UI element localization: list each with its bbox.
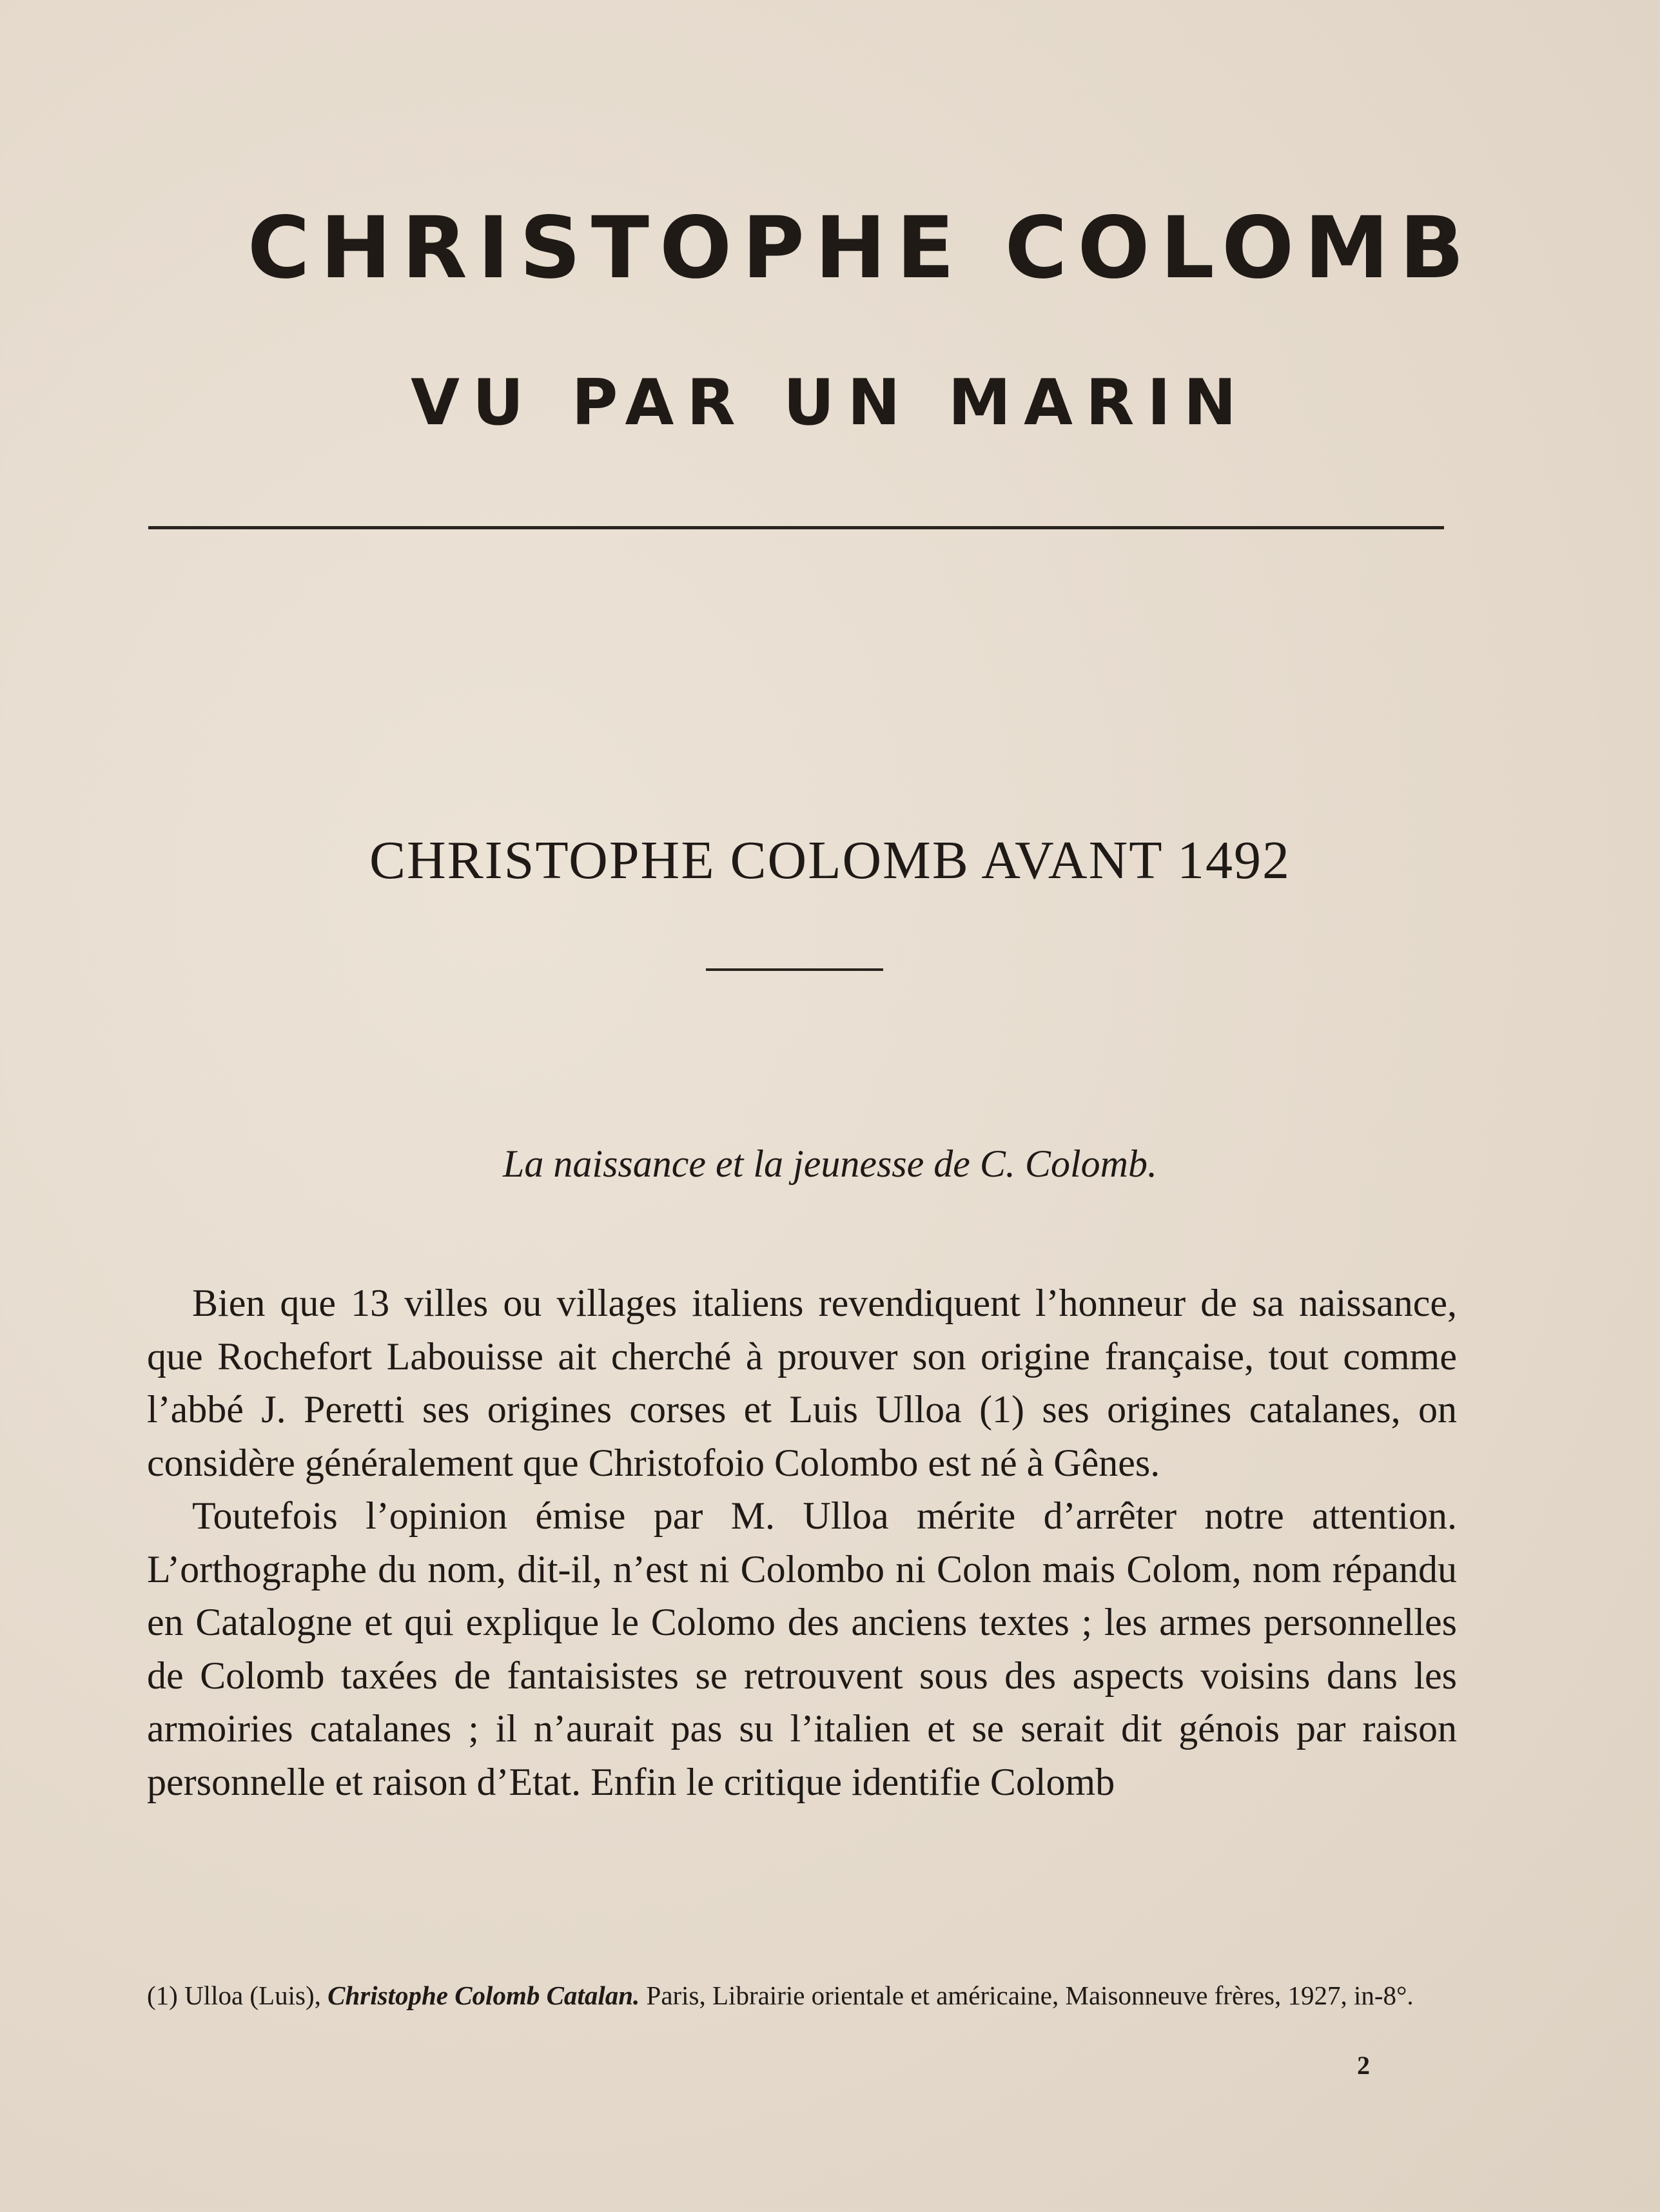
section-title: CHRISTOPHE COLOMB AVANT 1492 [369,830,1291,890]
chapter-subheading: La naissance et la jeunesse de C. Colomb. [503,1142,1157,1185]
paragraph: Toutefois l’opinion émise par M. Ulloa mérite d’arrêter notre attention. L’orthographe du nom, dit-il, n’est ni Colombo ni Colon mais Colom, nom répandu en Catalogne et qui explique le Colomo des anciens textes ; les armes personnelles de Colomb taxées de fantaisistes se retrouvent sous des aspects voisins dans les armoiries catalanes ; il n’aurait pas su l’italien et se serait dit génois par raison personnelle et raison d’Etat. Enfin le critique identifie Colomb [147,1494,1457,1803]
footnote-author: Ulloa (Luis), [184,1981,321,2010]
footnote-work-title: Christophe Colomb Catalan. [327,1981,640,2010]
section-divider [706,968,883,971]
footnote-number: (1) [147,1981,178,2010]
page-title: CHRISTOPHE COLOMB [247,199,1475,298]
page-number: 2 [1357,2051,1370,2080]
page-subtitle: VU PAR UN MARIN [411,366,1249,440]
title-divider [148,526,1444,529]
body-text [147,1277,1457,1808]
paragraph: Bien que 13 villes ou villages italiens revendiquent l’honneur de sa naissance, que Rochefort Labouisse ait cherché à prouver son origine française, tout comme l’abbé J. Peretti ses origines corses et Luis Ulloa (1) ses origines catalanes, on considère généralement que Christofoio Colombo est né à Gênes. [147,1282,1457,1484]
footnote-publisher: Paris, Librairie orientale et américaine, Maisonneuve frères, 1927, in-8°. [646,1981,1414,2010]
footnote [147,1976,1457,2015]
